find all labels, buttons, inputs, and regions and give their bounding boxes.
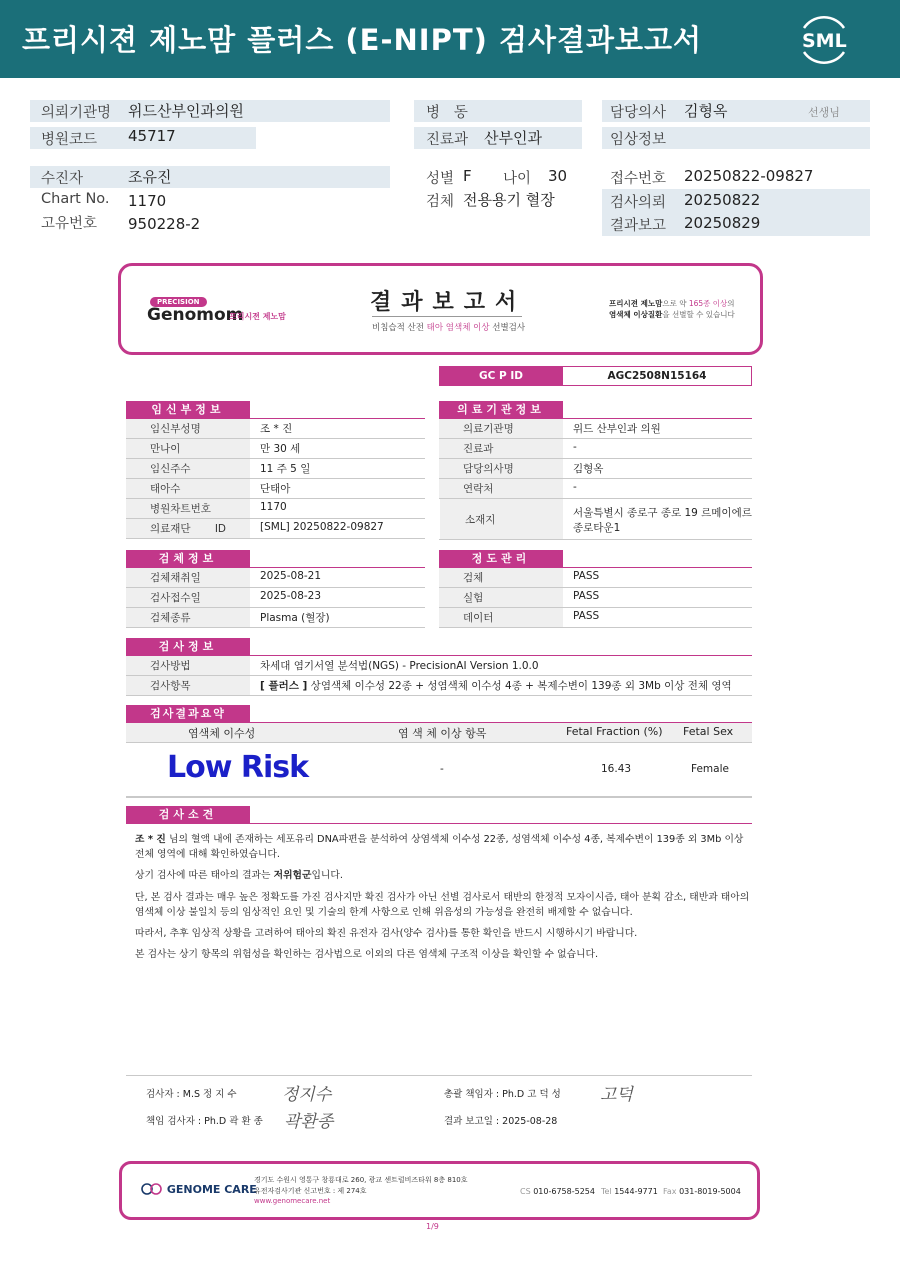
genomom-logo: Genomom [147, 305, 244, 325]
tester-signature: 정지수 [282, 1085, 332, 1105]
genome-care-icon [141, 1183, 163, 1195]
test-method-value: 차세대 염기서열 분석법(NGS) - PrecisionAI Version 1.0.0 [260, 660, 539, 672]
genomom-sub: 프리시젼 제노맘 [229, 312, 286, 321]
sex-label: 성별 [426, 171, 455, 187]
report-subtitle: 비침습적 산전 태아 염색체 이상 선별검사 [372, 323, 526, 333]
request-value: 20250822 [684, 191, 761, 209]
footer-tel: Tel 1544-9771 [601, 1187, 658, 1196]
summary-ff-value: 16.43 [601, 763, 632, 775]
clinic-row-value: 위드 산부인과 의원 [573, 423, 661, 435]
footer-cs: CS 010-6758-5254 [520, 1187, 595, 1196]
pregnant-row-label: 병원차트번호 [150, 503, 211, 515]
report-value: 20250829 [684, 214, 761, 232]
clinic-address-line2: 종로타운1 [573, 522, 621, 534]
section-pregnant: 임신부정보 [126, 401, 250, 418]
sml-logo [796, 14, 852, 64]
tester-label: 검사자 : M.S 정 지 수 [146, 1089, 237, 1100]
section-test: 검사정보 [126, 638, 250, 655]
opinion-para-3: 단, 본 검사 결과는 매우 높은 정확도를 가진 검사지만 확진 검사가 아닌 선별 검사로서 태반의 한정적 모자이시즘, 태아 분획 감소, 태반과 태아의 염색체 이상 불일치 등의 임상적인 요인 및 기술의 한계 사항으로 인해 위음성의 가능성을 완전히 배제할 수 없습니다. [135, 892, 750, 918]
sml-logo-text: SML [802, 30, 847, 52]
pregnant-row-label: 임신주수 [150, 463, 191, 475]
pregnant-row-value: 만 30 세 [260, 443, 301, 455]
summary-col-aneuploidy: 염색체 이수성 [188, 727, 256, 740]
test-items-label: 검사항목 [150, 680, 191, 692]
doctor-value: 김형옥 [684, 102, 728, 120]
institution-label: 의뢰기관명 [41, 105, 112, 121]
test-mid-rule [126, 675, 752, 676]
pregnant-row-label: 임신부성명 [150, 423, 201, 435]
pregnant-row-value: 11 주 5 일 [260, 463, 311, 475]
clinic-row-value: - [573, 481, 577, 493]
clinic-row-value: - [573, 441, 577, 453]
page-number: 1/9 [426, 1222, 439, 1231]
section-opinion-rule [126, 823, 752, 824]
gcpid-label: GC P ID [439, 366, 563, 386]
section-specimen: 검체정보 [126, 550, 250, 567]
qc-row-value: PASS [573, 610, 600, 622]
patient-value: 조유진 [128, 168, 172, 186]
summary-bottom-rule [126, 796, 752, 798]
genome-care-logo: GENOME CARE [141, 1183, 257, 1196]
patient-box [30, 166, 390, 188]
header-banner [0, 0, 900, 78]
pregnant-row-label: 태아수 [150, 483, 181, 495]
section-summary: 검사결과요약 [126, 705, 250, 722]
clinic-address-line1: 서울특별시 종로구 종로 19 르메이에르 [573, 507, 752, 519]
test-items-value: [ 플러스 ] 상염색체 이수성 22종 + 성염색체 이수성 4종 + 복제수변이 139종 외 3Mb 이상 전체 영역 [260, 680, 732, 692]
report-title: 결과보고서 [370, 290, 527, 315]
clinic-row-label: 진료과 [463, 443, 494, 455]
pregnant-row-value: 단태아 [260, 483, 291, 495]
qc-row-label: 검체 [463, 572, 484, 584]
institution-value: 위드산부인과의원 [128, 102, 244, 120]
ward-label: 병 동 [426, 105, 468, 121]
hospital-code-value: 45717 [128, 127, 176, 145]
test-method-label: 검사방법 [150, 660, 191, 672]
precision-pill: PRECISION [150, 297, 207, 307]
age-label: 나이 [503, 171, 532, 187]
director-label: 총괄 책임자 : Ph.D 고 덕 성 [444, 1089, 561, 1100]
summary-col-sex: Fetal Sex [683, 725, 734, 738]
request-label: 검사의뢰 [610, 195, 667, 211]
age-value: 30 [548, 167, 568, 185]
footer-fax: Fax 031-8019-5004 [663, 1187, 741, 1196]
pregnant-row-label: 만나이 [150, 443, 181, 455]
gcpid-value: AGC2508N15164 [563, 366, 752, 386]
qc-row-value: PASS [573, 570, 600, 582]
specimen-row-value: Plasma (혈장) [260, 612, 330, 624]
pregnant-row-value: 1170 [260, 501, 287, 513]
clinical-label: 임상정보 [610, 132, 667, 148]
summary-header-rule [126, 742, 752, 743]
report-label: 결과보고 [610, 218, 667, 234]
qc-row-label: 데이터 [463, 612, 494, 624]
uid-label: 고유번호 [41, 216, 98, 232]
opinion-para-5: 본 검사는 상기 항목의 위험성을 확인하는 검사법으로 이외의 다른 염색체 구조적 이상을 확인할 수 없습니다. [135, 949, 599, 960]
summary-abnormal-value: - [440, 763, 444, 775]
qc-row-value: PASS [573, 590, 600, 602]
director-signature: 고덕 [600, 1085, 633, 1105]
signature-rule [126, 1075, 752, 1076]
page-title: 프리시젼 제노맘 플러스 (E-NIPT) 검사결과보고서 [22, 23, 703, 57]
clinic-row-label: 의료기관명 [463, 423, 514, 435]
summary-sex-value: Female [691, 763, 729, 775]
receipt-value: 20250822-09827 [684, 167, 814, 185]
clinic-row-value: 김형옥 [573, 463, 604, 475]
specimen-row-value: 2025-08-23 [260, 590, 322, 602]
specimen-label: 검체 [426, 194, 455, 210]
report-date-label: 결과 보고일 : 2025-08-28 [444, 1116, 558, 1127]
clinic-row-label: 연락처 [463, 483, 494, 495]
clinic-bottom-rule [439, 539, 752, 540]
chart-value: 1170 [128, 192, 167, 210]
doctor-suffix: 선생님 [808, 106, 840, 119]
specimen-row-rule [126, 627, 425, 628]
department-label: 진료과 [426, 132, 469, 148]
specimen-row-label: 검체종류 [150, 612, 191, 624]
section-qc: 정도관리 [439, 550, 563, 567]
chief-signature: 곽환종 [284, 1112, 334, 1132]
report-title-rule [372, 316, 522, 317]
pregnant-row-rule [126, 538, 425, 539]
pregnant-row-label: 의료재단 ID [150, 523, 226, 535]
section-opinion: 검사소견 [126, 806, 250, 823]
summary-col-ff: Fetal Fraction (%) [566, 725, 663, 738]
summary-col-abnormal: 염 색 체 이상 항목 [398, 727, 487, 740]
section-clinic: 의료기관정보 [439, 401, 563, 418]
opinion-para-4: 따라서, 추후 임상적 상황을 고려하여 태아의 확진 유전자 검사(양수 검사)를 통한 확인을 반드시 시행하시기 바랍니다. [135, 928, 638, 939]
result-low-risk: Low Risk [167, 750, 309, 785]
footer-address: 경기도 수원시 영통구 창룡대로 260, 광교 센트럴비즈타워 8층 810호 유전자검사기관 신고번호 : 제 274호 www.genomecare.net [254, 1176, 468, 1205]
footer-url: www.genomecare.net [254, 1197, 331, 1205]
sex-value: F [463, 167, 472, 185]
pregnant-row-value: 조 * 진 [260, 423, 293, 435]
department-value: 산부인과 [484, 129, 542, 147]
opinion-para-1: 조 * 진 님의 혈액 내에 존재하는 세포유리 DNA파편을 분석하여 상염색체 이수성 22종, 성염색체 이수성 4종, 복제수변이 139종 외 3Mb 이상 전체 영역에 대해 확인하였습니다. [135, 834, 744, 860]
pregnant-row-value: [SML] 20250822-09827 [260, 521, 384, 533]
hospital-code-label: 병원코드 [41, 132, 98, 148]
specimen-row-value: 2025-08-21 [260, 570, 322, 582]
receipt-label: 접수번호 [610, 171, 667, 187]
report-header-note: 프리시젼 제노맘으로 약 165종 이상의 염색체 이상질환을 선별할 수 있습니다 [609, 299, 735, 319]
specimen-row-label: 검사접수일 [150, 592, 201, 604]
uid-value: 950228-2 [128, 215, 201, 233]
patient-label: 수진자 [41, 171, 84, 187]
qc-row-label: 실험 [463, 592, 484, 604]
qc-row-rule [439, 627, 752, 628]
clinic-address-label: 소재지 [465, 514, 496, 526]
clinic-row-label: 담당의사명 [463, 463, 514, 475]
specimen-value: 전용용기 혈장 [463, 191, 555, 209]
doctor-label: 담당의사 [610, 105, 667, 121]
chief-label: 책임 검사자 : Ph.D 곽 환 종 [146, 1116, 263, 1127]
test-bottom-rule [126, 695, 752, 696]
opinion-para-2: 상기 검사에 따른 태아의 결과는 저위험군입니다. [135, 870, 343, 881]
specimen-row-label: 검체채취일 [150, 572, 201, 584]
chart-label: Chart No. [41, 191, 110, 207]
